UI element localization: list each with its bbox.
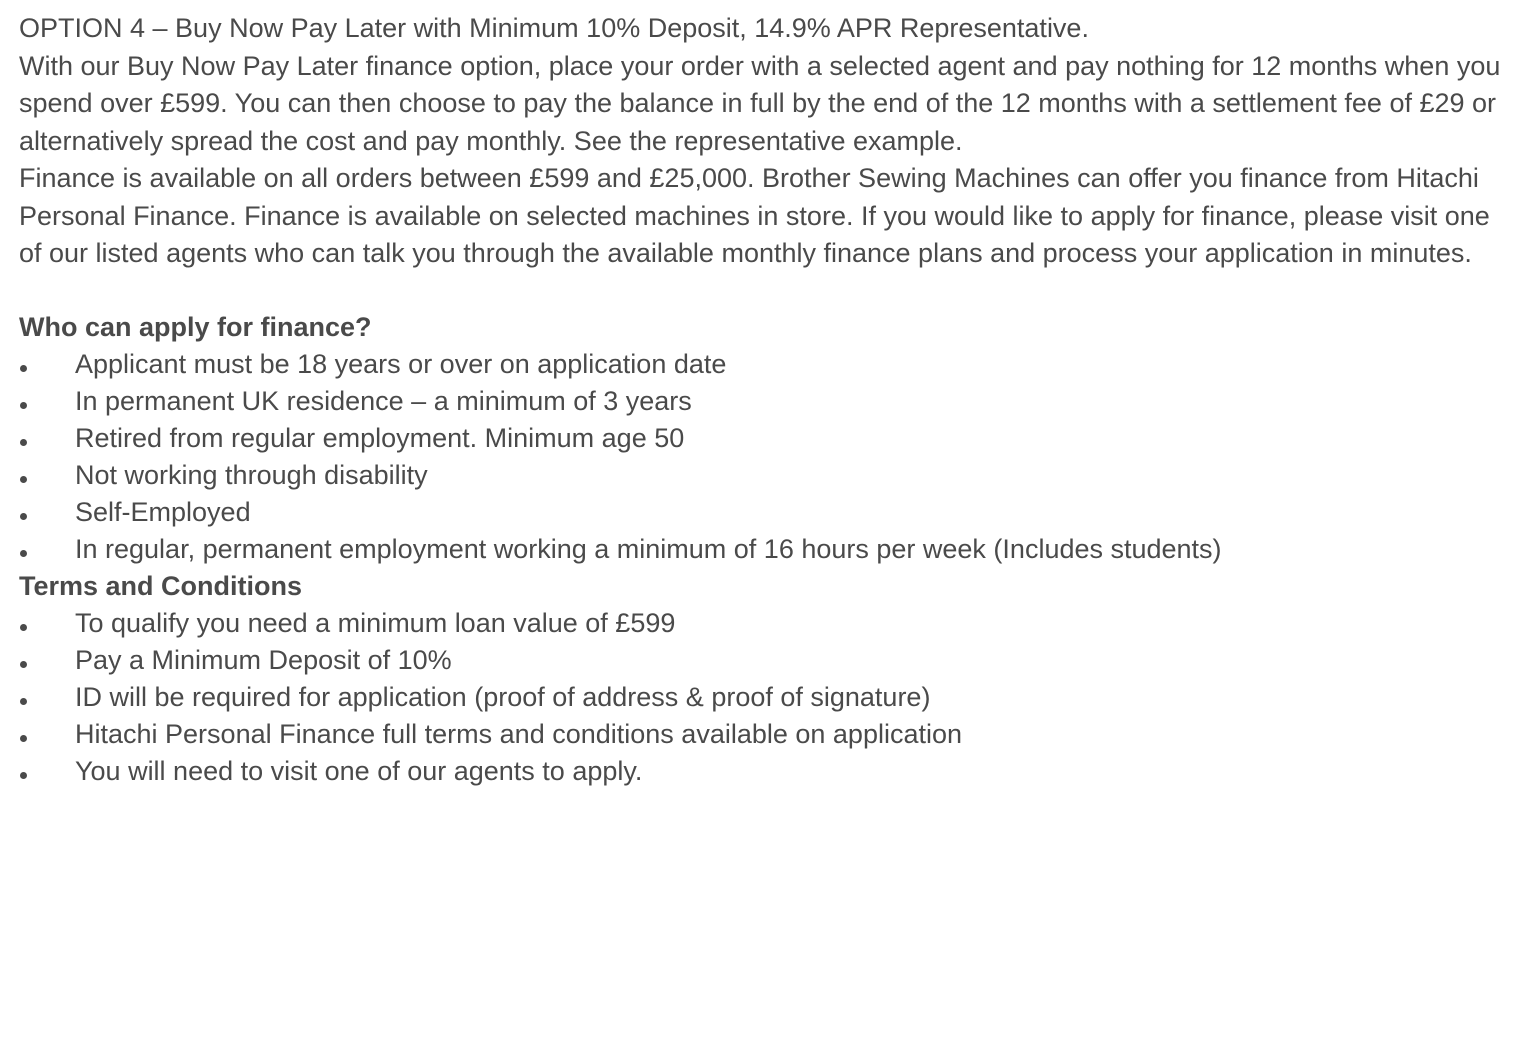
bullet-icon [20, 439, 27, 446]
list-item-text: In permanent UK residence – a minimum of 3 years [75, 385, 692, 416]
bullet-icon [20, 402, 27, 409]
list-item [19, 346, 1516, 383]
bullet-icon [20, 624, 27, 631]
list-item-text: In regular, permanent employment working a minimum of 16 hours per week (Includes students) [75, 533, 1222, 564]
intro-paragraph-buy-now-pay-later: With our Buy Now Pay Later finance option, place your order with a selected agent and pay nothing for 12 months when you spend over £599. You can then choose to pay the balance in full by the end of the 12 months with a settlement fee of £29 or alternatively spread the cost and pay monthly. See the representative example. [19, 50, 1501, 156]
list-item-text: You will need to visit one of our agents to apply. [75, 755, 643, 786]
list-item-text: Applicant must be 18 years or over on application date [75, 348, 727, 379]
list-item [19, 383, 1516, 420]
list-item-text: To qualify you need a minimum loan value of £599 [75, 607, 676, 638]
bullet-icon [20, 772, 27, 779]
bullet-icon [20, 661, 27, 668]
bullet-icon [20, 698, 27, 705]
intro-paragraph-finance-availability: Finance is available on all orders between £599 and £25,000. Brother Sewing Machines can offer you finance from Hitachi Personal Finance. Finance is available on selected machines in store. If you would like to apply for finance, please visit one of our listed agents who can talk you through the available monthly finance plans and process your application in minutes. [19, 163, 1490, 268]
terms-heading: Terms and Conditions [19, 570, 303, 601]
bullet-icon [20, 476, 27, 483]
list-item [19, 753, 1516, 790]
who-can-apply-heading: Who can apply for finance? [19, 311, 372, 342]
bullet-icon [20, 365, 27, 372]
bullet-icon [20, 550, 27, 557]
list-item [19, 679, 1516, 716]
list-item-text: ID will be required for application (proof of address & proof of signature) [75, 681, 931, 712]
list-item [19, 642, 1516, 679]
option-title: OPTION 4 – Buy Now Pay Later with Minimum 10% Deposit, 14.9% APR Representative. [19, 13, 1089, 43]
list-item-text: Not working through disability [75, 459, 428, 490]
bullet-icon [20, 513, 27, 520]
list-item [19, 605, 1516, 642]
list-item [19, 420, 1516, 457]
list-item [19, 457, 1516, 494]
list-item-text: Hitachi Personal Finance full terms and conditions available on application [75, 718, 963, 749]
list-item-text: Retired from regular employment. Minimum age 50 [75, 422, 685, 453]
list-item-text: Pay a Minimum Deposit of 10% [75, 644, 452, 675]
list-item [19, 531, 1516, 568]
bullet-icon [20, 735, 27, 742]
terms-list [19, 605, 1516, 790]
list-item [19, 716, 1516, 753]
list-item [19, 494, 1516, 531]
list-item-text: Self-Employed [75, 496, 251, 527]
who-can-apply-list [19, 346, 1516, 568]
